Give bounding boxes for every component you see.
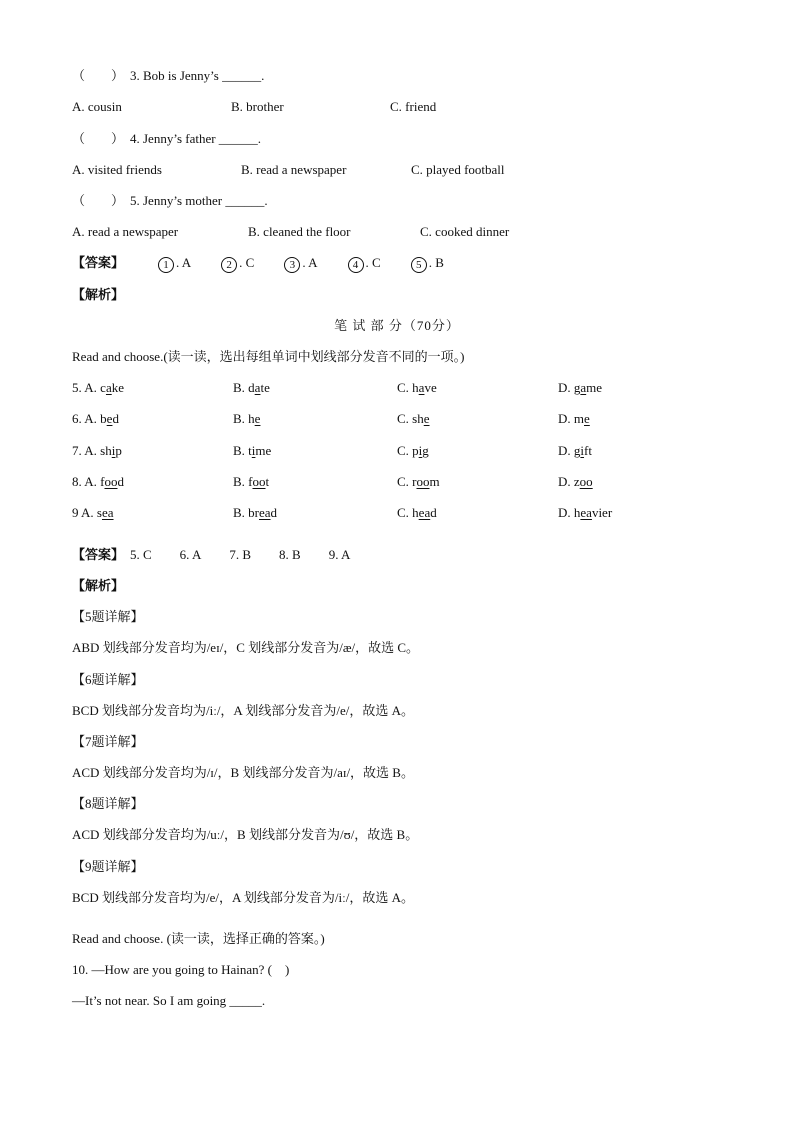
word-prefix: C. h: [397, 380, 419, 395]
phonics-option: [233, 443, 271, 459]
phonics-option: [233, 380, 270, 396]
question-stem: 5. Jenny’s mother ______.: [130, 193, 268, 208]
word-suffix: d: [112, 411, 119, 426]
answer-value: 6. A: [179, 547, 202, 562]
underlined-letters: oo: [104, 474, 118, 489]
circled-number: 5: [411, 257, 427, 273]
answer-value: 5. C: [130, 547, 152, 562]
word-suffix: d: [117, 474, 124, 489]
question-10-reply: —It’s not near. So I am going _____.: [72, 993, 266, 1008]
question-4: [72, 131, 261, 147]
underlined-letters: e: [106, 411, 113, 426]
answer-value: 7. B: [229, 547, 252, 562]
phonics-option: [233, 505, 277, 521]
word-suffix: g: [422, 443, 429, 458]
answer-value: 8. B: [279, 547, 301, 562]
phonics-option: [558, 380, 602, 396]
option-a: A. read a newspaper: [72, 224, 179, 239]
underlined-letters: a: [580, 380, 587, 395]
underlined-letters: a: [254, 380, 261, 395]
answer-value: . A: [302, 255, 318, 270]
answer-label: 【答案】: [72, 255, 125, 270]
section-title: 笔 试 部 分（70分）: [334, 318, 460, 333]
answer-paren: （ ）: [72, 193, 125, 208]
underlined-letters: oo: [252, 474, 266, 489]
question-stem: 4. Jenny’s father ______.: [130, 131, 262, 146]
word-prefix: B. br: [233, 505, 259, 520]
word-prefix: C. h: [397, 505, 419, 520]
answer-value: . C: [239, 255, 255, 270]
answer-label: 【答案】: [72, 547, 125, 562]
word-suffix: vier: [591, 505, 613, 520]
phonics-option: [558, 411, 590, 427]
word-prefix: 7. A. sh: [72, 443, 112, 458]
word-prefix: B. t: [233, 443, 252, 458]
word-suffix: d: [430, 505, 437, 520]
underlined-letters: e: [254, 411, 261, 426]
phonics-option: [558, 505, 612, 521]
word-suffix: ve: [424, 380, 437, 395]
question-10: 10. —How are you going to Hainan? ( ): [72, 962, 290, 977]
detail-title: 【7题详解】: [72, 734, 144, 749]
option-b: B. cleaned the floor: [248, 224, 351, 239]
underlined-letters: ea: [418, 505, 431, 520]
phonics-option: [72, 443, 122, 459]
underlined-letters: ea: [580, 505, 592, 520]
circled-number: 4: [348, 257, 364, 273]
option-b: B. brother: [231, 99, 284, 114]
answer-value: . A: [176, 255, 192, 270]
word-prefix: D. g: [558, 443, 581, 458]
word-suffix: p: [115, 443, 122, 458]
underlined-letters: e: [584, 411, 590, 426]
option-c: C. cooked dinner: [420, 224, 510, 239]
word-prefix: C. r: [397, 474, 417, 489]
detail-text: ACD 划线部分发音均为/ɪ/，B 划线部分发音为/aɪ/，故选 B。: [72, 765, 414, 780]
option-a: A. cousin: [72, 99, 122, 114]
underlined-letters: e: [423, 411, 430, 426]
word-prefix: 8. A. f: [72, 474, 105, 489]
detail-text: BCD 划线部分发音均为/e/，A 划线部分发音为/iː/，故选 A。: [72, 890, 414, 905]
phonics-option: [233, 474, 269, 490]
word-prefix: 9 A. s: [72, 505, 102, 520]
circled-number: 1: [158, 257, 174, 273]
analysis-label: 【解析】: [72, 287, 125, 302]
option-c: C. friend: [390, 99, 437, 114]
underlined-letters: i: [111, 443, 116, 458]
answer-paren: （ ）: [72, 131, 125, 146]
underlined-letters: i: [251, 443, 256, 458]
answer-line-2: [72, 547, 378, 563]
word-suffix: te: [260, 380, 270, 395]
answer-value: . B: [428, 255, 444, 270]
word-prefix: D. g: [558, 380, 581, 395]
word-prefix: B. d: [233, 380, 255, 395]
word-suffix: m: [429, 474, 440, 489]
underlined-letters: oo: [579, 474, 593, 489]
option-a: A. visited friends: [72, 162, 162, 177]
word-prefix: C. p: [397, 443, 419, 458]
word-prefix: D. z: [558, 474, 580, 489]
circled-number: 2: [221, 257, 237, 273]
word-prefix: B. f: [233, 474, 253, 489]
detail-title: 【5题详解】: [72, 609, 144, 624]
answer-item: [348, 255, 381, 273]
word-prefix: D. m: [558, 411, 584, 426]
word-suffix: me: [255, 443, 272, 458]
detail-text: ABD 划线部分发音均为/eɪ/，C 划线部分发音为/æ/，故选 C。: [72, 640, 420, 655]
underlined-letters: i: [580, 443, 585, 458]
answer-value: . C: [365, 255, 381, 270]
detail-title: 【8题详解】: [72, 796, 144, 811]
instruction-phonics: Read and choose.(读一读，选出每组单词中划线部分发音不同的一项。): [72, 349, 465, 364]
phonics-option: [397, 474, 440, 490]
word-suffix: d: [270, 505, 278, 520]
option-b: B. read a newspaper: [241, 162, 347, 177]
answer-item: [158, 255, 191, 273]
word-prefix: B. h: [233, 411, 255, 426]
word-prefix: D. h: [558, 505, 581, 520]
detail-title: 【9题详解】: [72, 859, 144, 874]
word-suffix: ft: [584, 443, 592, 458]
phonics-option: [72, 474, 124, 490]
detail-text: ACD 划线部分发音均为/uː/，B 划线部分发音为/ʊ/，故选 B。: [72, 827, 419, 842]
detail-title: 【6题详解】: [72, 672, 144, 687]
phonics-option: [397, 380, 437, 396]
circled-number: 3: [284, 257, 300, 273]
phonics-option: [72, 380, 124, 396]
answer-paren: （ ）: [72, 68, 125, 83]
detail-text: BCD 划线部分发音均为/iː/，A 划线部分发音为/e/，故选 A。: [72, 703, 414, 718]
phonics-option: [558, 474, 593, 490]
question-5: [72, 193, 268, 209]
phonics-option: [72, 411, 119, 427]
underlined-letters: oo: [416, 474, 430, 489]
underlined-letters: i: [418, 443, 423, 458]
option-c: C. played football: [411, 162, 505, 177]
question-stem: 3. Bob is Jenny’s ______.: [130, 68, 265, 83]
instruction-reading: Read and choose. (读一读，选择正确的答案。): [72, 931, 325, 946]
phonics-option: [233, 411, 260, 427]
question-3: [72, 68, 264, 84]
phonics-option: [397, 505, 437, 521]
underlined-letters: a: [418, 380, 425, 395]
answer-item: [221, 255, 254, 273]
word-suffix: me: [586, 380, 603, 395]
underlined-letters: a: [105, 380, 112, 395]
underlined-letters: ea: [101, 505, 114, 520]
word-prefix: 6. A. b: [72, 411, 107, 426]
phonics-option: [72, 505, 114, 521]
answer-item: [411, 255, 444, 273]
word-prefix: C. sh: [397, 411, 424, 426]
word-prefix: 5. A. c: [72, 380, 106, 395]
phonics-option: [397, 443, 429, 459]
underlined-letters: ea: [259, 505, 271, 520]
phonics-option: [558, 443, 592, 459]
answer-value: 9. A: [328, 547, 351, 562]
answer-item: [284, 255, 317, 273]
word-suffix: ke: [111, 380, 125, 395]
answer-line-1: [72, 255, 474, 273]
word-suffix: t: [265, 474, 270, 489]
analysis-label: 【解析】: [72, 578, 125, 593]
phonics-option: [397, 411, 430, 427]
